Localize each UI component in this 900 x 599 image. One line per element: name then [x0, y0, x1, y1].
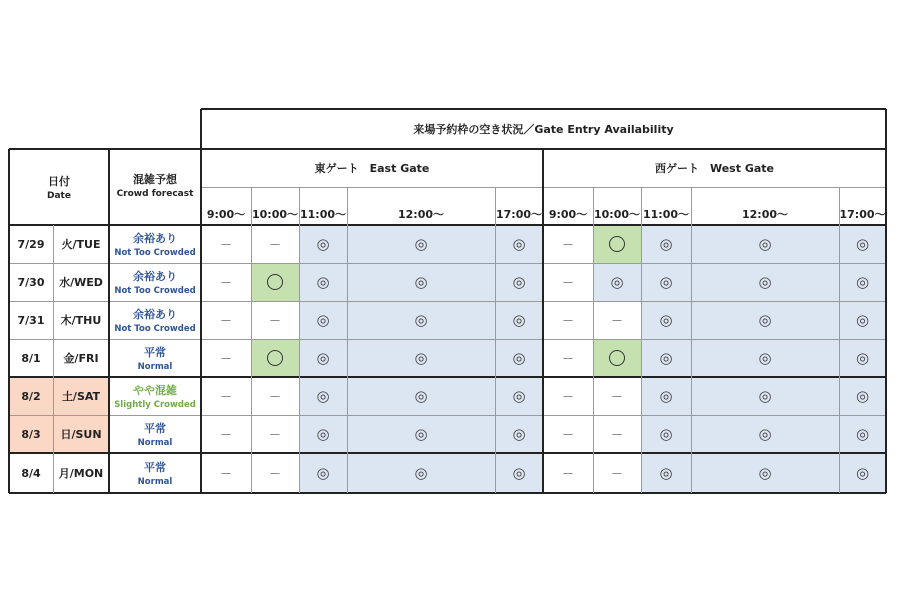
- east-time-header: [299, 187, 347, 225]
- forecast-jp: 余裕あり: [133, 232, 177, 245]
- date-cell: [9, 301, 53, 339]
- east-slot-cell: [299, 339, 347, 377]
- available-double-circle: ◎: [414, 272, 428, 291]
- grid-line: [495, 187, 496, 493]
- forecast-header-en: Crowd forecast: [116, 189, 194, 199]
- available-double-circle: ◎: [855, 272, 870, 291]
- unavailable-dash: －: [561, 466, 574, 481]
- west-time-header: [593, 187, 641, 225]
- availability-table: [9, 109, 886, 493]
- west-slot-cell: [593, 263, 641, 301]
- time-label: 11:00～: [299, 208, 346, 221]
- east-slot-cell: [201, 377, 251, 415]
- time-label: 12:00～: [397, 208, 444, 221]
- time-label: 10:00～: [593, 208, 640, 221]
- time-label: 9:00～: [206, 208, 246, 221]
- available-double-circle: ◎: [512, 386, 526, 405]
- east-slot-cell: [299, 453, 347, 493]
- forecast-cell: [109, 415, 201, 453]
- available-double-circle: ◎: [855, 234, 870, 253]
- west-slot-cell: [593, 453, 641, 493]
- grid-line: [9, 263, 886, 264]
- unavailable-dash: －: [561, 389, 574, 404]
- unavailable-dash: －: [219, 275, 232, 290]
- date-header-en: Date: [47, 191, 71, 201]
- east-slot-cell: [201, 225, 251, 263]
- west-slot-cell: [593, 415, 641, 453]
- weekday-cell: [53, 377, 109, 415]
- west-slot-cell: [641, 415, 691, 453]
- east-slot-cell: [347, 301, 495, 339]
- available-double-circle: ◎: [758, 348, 772, 367]
- east-time-header: [495, 187, 543, 225]
- grid-line: [347, 187, 348, 493]
- west-slot-cell: [691, 377, 839, 415]
- available-double-circle: ◎: [659, 234, 673, 253]
- grid-line: [53, 225, 54, 493]
- west-slot-cell: [543, 263, 593, 301]
- weekday-cell: [53, 453, 109, 493]
- forecast-jp: 平常: [144, 422, 166, 435]
- forecast-jp: 余裕あり: [133, 308, 177, 321]
- available-double-circle: ◎: [855, 424, 870, 443]
- west-slot-cell: [839, 339, 886, 377]
- available-double-circle: ◎: [414, 386, 428, 405]
- east-slot-cell: [251, 225, 299, 263]
- east-slot-cell: [495, 301, 543, 339]
- unavailable-dash: －: [561, 313, 574, 328]
- date-header: [9, 149, 109, 225]
- forecast-header-jp: 混雑予想: [133, 173, 177, 186]
- available-double-circle: ◎: [316, 348, 330, 367]
- time-label: 10:00～: [251, 208, 298, 221]
- time-label: 11:00～: [642, 208, 689, 221]
- date-cell: [9, 415, 53, 453]
- forecast-cell: [109, 453, 201, 493]
- grid-line: [8, 149, 10, 493]
- grid-line: [9, 301, 886, 302]
- available-double-circle: ◎: [758, 463, 772, 482]
- west-slot-cell: [839, 301, 886, 339]
- forecast-cell: [109, 377, 201, 415]
- grid-line: [9, 415, 886, 416]
- east-slot-cell: [251, 339, 299, 377]
- forecast-en: Not Too Crowded: [114, 286, 196, 296]
- grid-line: [593, 187, 594, 493]
- available-double-circle: ◎: [610, 272, 624, 291]
- available-double-circle: ◎: [758, 234, 772, 253]
- unavailable-dash: －: [561, 351, 574, 366]
- west-time-header: [691, 187, 839, 225]
- available-double-circle: ◎: [316, 463, 330, 482]
- east-slot-cell: [299, 263, 347, 301]
- available-double-circle: ◎: [659, 386, 673, 405]
- grid-line: [839, 187, 840, 493]
- available-double-circle: ◎: [659, 463, 673, 482]
- available-double-circle: ◎: [855, 310, 870, 329]
- unavailable-dash: －: [219, 427, 232, 442]
- available-double-circle: ◎: [316, 386, 330, 405]
- available-double-circle: ◎: [316, 234, 330, 253]
- available-double-circle: ◎: [758, 386, 772, 405]
- forecast-jp: やや混雑: [133, 384, 177, 397]
- available-double-circle: ◎: [316, 424, 330, 443]
- east-slot-cell: [495, 263, 543, 301]
- east-slot-cell: [201, 301, 251, 339]
- available-double-circle: ◎: [414, 234, 428, 253]
- available-double-circle: ◎: [758, 424, 772, 443]
- west-slot-cell: [691, 263, 839, 301]
- unavailable-dash: －: [268, 466, 281, 481]
- available-double-circle: ◎: [414, 348, 428, 367]
- west-slot-cell: [641, 453, 691, 493]
- forecast-cell: [109, 225, 201, 263]
- grid-line: [885, 109, 887, 493]
- west-slot-cell: [839, 453, 886, 493]
- east-slot-cell: [347, 225, 495, 263]
- west-slot-cell: [839, 225, 886, 263]
- west-slot-cell: [691, 225, 839, 263]
- unavailable-dash: －: [268, 313, 281, 328]
- available-double-circle: ◎: [659, 310, 673, 329]
- weekday-cell: [53, 339, 109, 377]
- time-label: 12:00～: [741, 208, 788, 221]
- date-text: 7/29: [17, 237, 45, 251]
- grid-line: [9, 339, 886, 340]
- west-slot-cell: [641, 339, 691, 377]
- west-time-header: [839, 187, 886, 225]
- available-double-circle: ◎: [659, 272, 673, 291]
- east-slot-cell: [347, 453, 495, 493]
- date-cell: [9, 263, 53, 301]
- forecast-cell: [109, 301, 201, 339]
- west-slot-cell: [543, 301, 593, 339]
- weekday-cell: [53, 301, 109, 339]
- date-text: 8/1: [21, 351, 41, 365]
- east-gate-header: [201, 149, 543, 187]
- few-left-circle-icon: [609, 236, 625, 252]
- time-label: 17:00～: [495, 208, 542, 221]
- east-slot-cell: [251, 415, 299, 453]
- west-slot-cell: [543, 453, 593, 493]
- east-slot-cell: [201, 453, 251, 493]
- grid-line: [251, 187, 252, 493]
- available-double-circle: ◎: [316, 272, 330, 291]
- date-header-jp: 日付: [48, 175, 70, 188]
- east-slot-cell: [495, 415, 543, 453]
- date-text: 7/31: [17, 313, 45, 327]
- east-slot-cell: [299, 377, 347, 415]
- date-text: 7/30: [17, 275, 45, 289]
- time-label: 9:00～: [548, 208, 588, 221]
- west-slot-cell: [543, 377, 593, 415]
- date-text: 8/4: [21, 466, 41, 480]
- grid-line: [691, 187, 692, 493]
- west-slot-cell: [641, 377, 691, 415]
- grid-line: [9, 492, 886, 494]
- east-slot-cell: [299, 301, 347, 339]
- grid-line: [9, 148, 886, 150]
- date-text: 8/2: [21, 389, 41, 403]
- weekday-cell: [53, 263, 109, 301]
- west-slot-cell: [593, 225, 641, 263]
- unavailable-dash: －: [610, 389, 623, 404]
- available-double-circle: ◎: [659, 348, 673, 367]
- forecast-jp: 余裕あり: [133, 270, 177, 283]
- weekday-text: 水/WED: [59, 276, 103, 289]
- available-double-circle: ◎: [512, 424, 526, 443]
- east-slot-cell: [201, 339, 251, 377]
- available-double-circle: ◎: [316, 310, 330, 329]
- west-slot-cell: [641, 225, 691, 263]
- available-double-circle: ◎: [855, 386, 870, 405]
- available-double-circle: ◎: [414, 310, 428, 329]
- available-double-circle: ◎: [512, 310, 526, 329]
- east-slot-cell: [495, 339, 543, 377]
- unavailable-dash: －: [268, 389, 281, 404]
- east-slot-cell: [251, 301, 299, 339]
- forecast-en: Normal: [137, 477, 173, 487]
- weekday-text: 金/FRI: [63, 352, 99, 365]
- grid-line: [299, 187, 300, 493]
- unavailable-dash: －: [219, 313, 232, 328]
- date-text: 8/3: [21, 427, 41, 441]
- weekday-cell: [53, 415, 109, 453]
- forecast-cell: [109, 263, 201, 301]
- west-slot-cell: [641, 263, 691, 301]
- forecast-jp: 平常: [144, 346, 166, 359]
- time-label: 17:00～: [839, 208, 886, 221]
- west-slot-cell: [839, 377, 886, 415]
- west-time-header: [543, 187, 593, 225]
- east-gate-label: 東ゲート East Gate: [314, 162, 430, 175]
- unavailable-dash: －: [561, 237, 574, 252]
- east-slot-cell: [251, 453, 299, 493]
- forecast-cell: [109, 339, 201, 377]
- weekday-cell: [53, 225, 109, 263]
- available-double-circle: ◎: [414, 424, 428, 443]
- west-gate-header: [543, 149, 886, 187]
- unavailable-dash: －: [268, 237, 281, 252]
- table-title: [201, 109, 886, 149]
- west-slot-cell: [691, 453, 839, 493]
- date-cell: [9, 225, 53, 263]
- forecast-en: Not Too Crowded: [114, 324, 196, 334]
- east-slot-cell: [495, 453, 543, 493]
- west-slot-cell: [641, 301, 691, 339]
- date-cell: [9, 377, 53, 415]
- available-double-circle: ◎: [512, 272, 526, 291]
- available-double-circle: ◎: [855, 463, 870, 482]
- table-title-text: 来場予約枠の空き状況／Gate Entry Availability: [413, 123, 674, 136]
- grid-line: [108, 149, 110, 493]
- forecast-en: Normal: [137, 438, 173, 448]
- east-slot-cell: [201, 415, 251, 453]
- weekday-text: 日/SUN: [60, 428, 102, 441]
- east-slot-cell: [251, 377, 299, 415]
- forecast-jp: 平常: [144, 461, 166, 474]
- forecast-en: Normal: [137, 362, 173, 372]
- forecast-header: [109, 149, 201, 225]
- grid-line: [641, 187, 642, 493]
- unavailable-dash: －: [561, 427, 574, 442]
- west-slot-cell: [839, 415, 886, 453]
- unavailable-dash: －: [219, 389, 232, 404]
- forecast-en: Not Too Crowded: [114, 248, 196, 258]
- forecast-en: Slightly Crowded: [114, 400, 196, 410]
- unavailable-dash: －: [610, 466, 623, 481]
- few-left-circle-icon: [609, 350, 625, 366]
- available-double-circle: ◎: [659, 424, 673, 443]
- few-left-circle-icon: [267, 350, 283, 366]
- west-slot-cell: [691, 415, 839, 453]
- unavailable-dash: －: [219, 351, 232, 366]
- west-slot-cell: [691, 301, 839, 339]
- available-double-circle: ◎: [512, 234, 526, 253]
- weekday-text: 月/MON: [58, 467, 104, 480]
- available-double-circle: ◎: [855, 348, 870, 367]
- weekday-text: 木/THU: [60, 314, 102, 327]
- east-slot-cell: [495, 377, 543, 415]
- date-cell: [9, 453, 53, 493]
- west-slot-cell: [543, 415, 593, 453]
- unavailable-dash: －: [610, 313, 623, 328]
- west-slot-cell: [839, 263, 886, 301]
- unavailable-dash: －: [610, 427, 623, 442]
- available-double-circle: ◎: [758, 272, 772, 291]
- west-slot-cell: [593, 377, 641, 415]
- available-double-circle: ◎: [512, 348, 526, 367]
- weekday-text: 火/TUE: [61, 238, 101, 251]
- east-slot-cell: [299, 415, 347, 453]
- unavailable-dash: －: [561, 275, 574, 290]
- west-slot-cell: [691, 339, 839, 377]
- east-slot-cell: [201, 263, 251, 301]
- grid-line: [201, 108, 886, 110]
- grid-line: [9, 452, 886, 454]
- east-slot-cell: [299, 225, 347, 263]
- east-slot-cell: [347, 377, 495, 415]
- grid-line: [200, 109, 202, 493]
- few-left-circle-icon: [267, 274, 283, 290]
- grid-line: [9, 376, 886, 378]
- west-time-header: [641, 187, 691, 225]
- east-time-header: [251, 187, 299, 225]
- east-slot-cell: [347, 263, 495, 301]
- available-double-circle: ◎: [758, 310, 772, 329]
- unavailable-dash: －: [219, 237, 232, 252]
- unavailable-dash: －: [268, 427, 281, 442]
- east-slot-cell: [495, 225, 543, 263]
- west-slot-cell: [543, 339, 593, 377]
- grid-line: [542, 149, 544, 493]
- date-cell: [9, 339, 53, 377]
- available-double-circle: ◎: [512, 463, 526, 482]
- east-time-header: [347, 187, 495, 225]
- grid-line: [9, 224, 886, 226]
- west-gate-label: 西ゲート West Gate: [654, 162, 774, 175]
- east-slot-cell: [347, 339, 495, 377]
- east-slot-cell: [347, 415, 495, 453]
- east-time-header: [201, 187, 251, 225]
- west-slot-cell: [593, 301, 641, 339]
- west-slot-cell: [593, 339, 641, 377]
- west-slot-cell: [543, 225, 593, 263]
- weekday-text: 土/SAT: [61, 390, 101, 403]
- available-double-circle: ◎: [414, 463, 428, 482]
- unavailable-dash: －: [219, 466, 232, 481]
- east-slot-cell: [251, 263, 299, 301]
